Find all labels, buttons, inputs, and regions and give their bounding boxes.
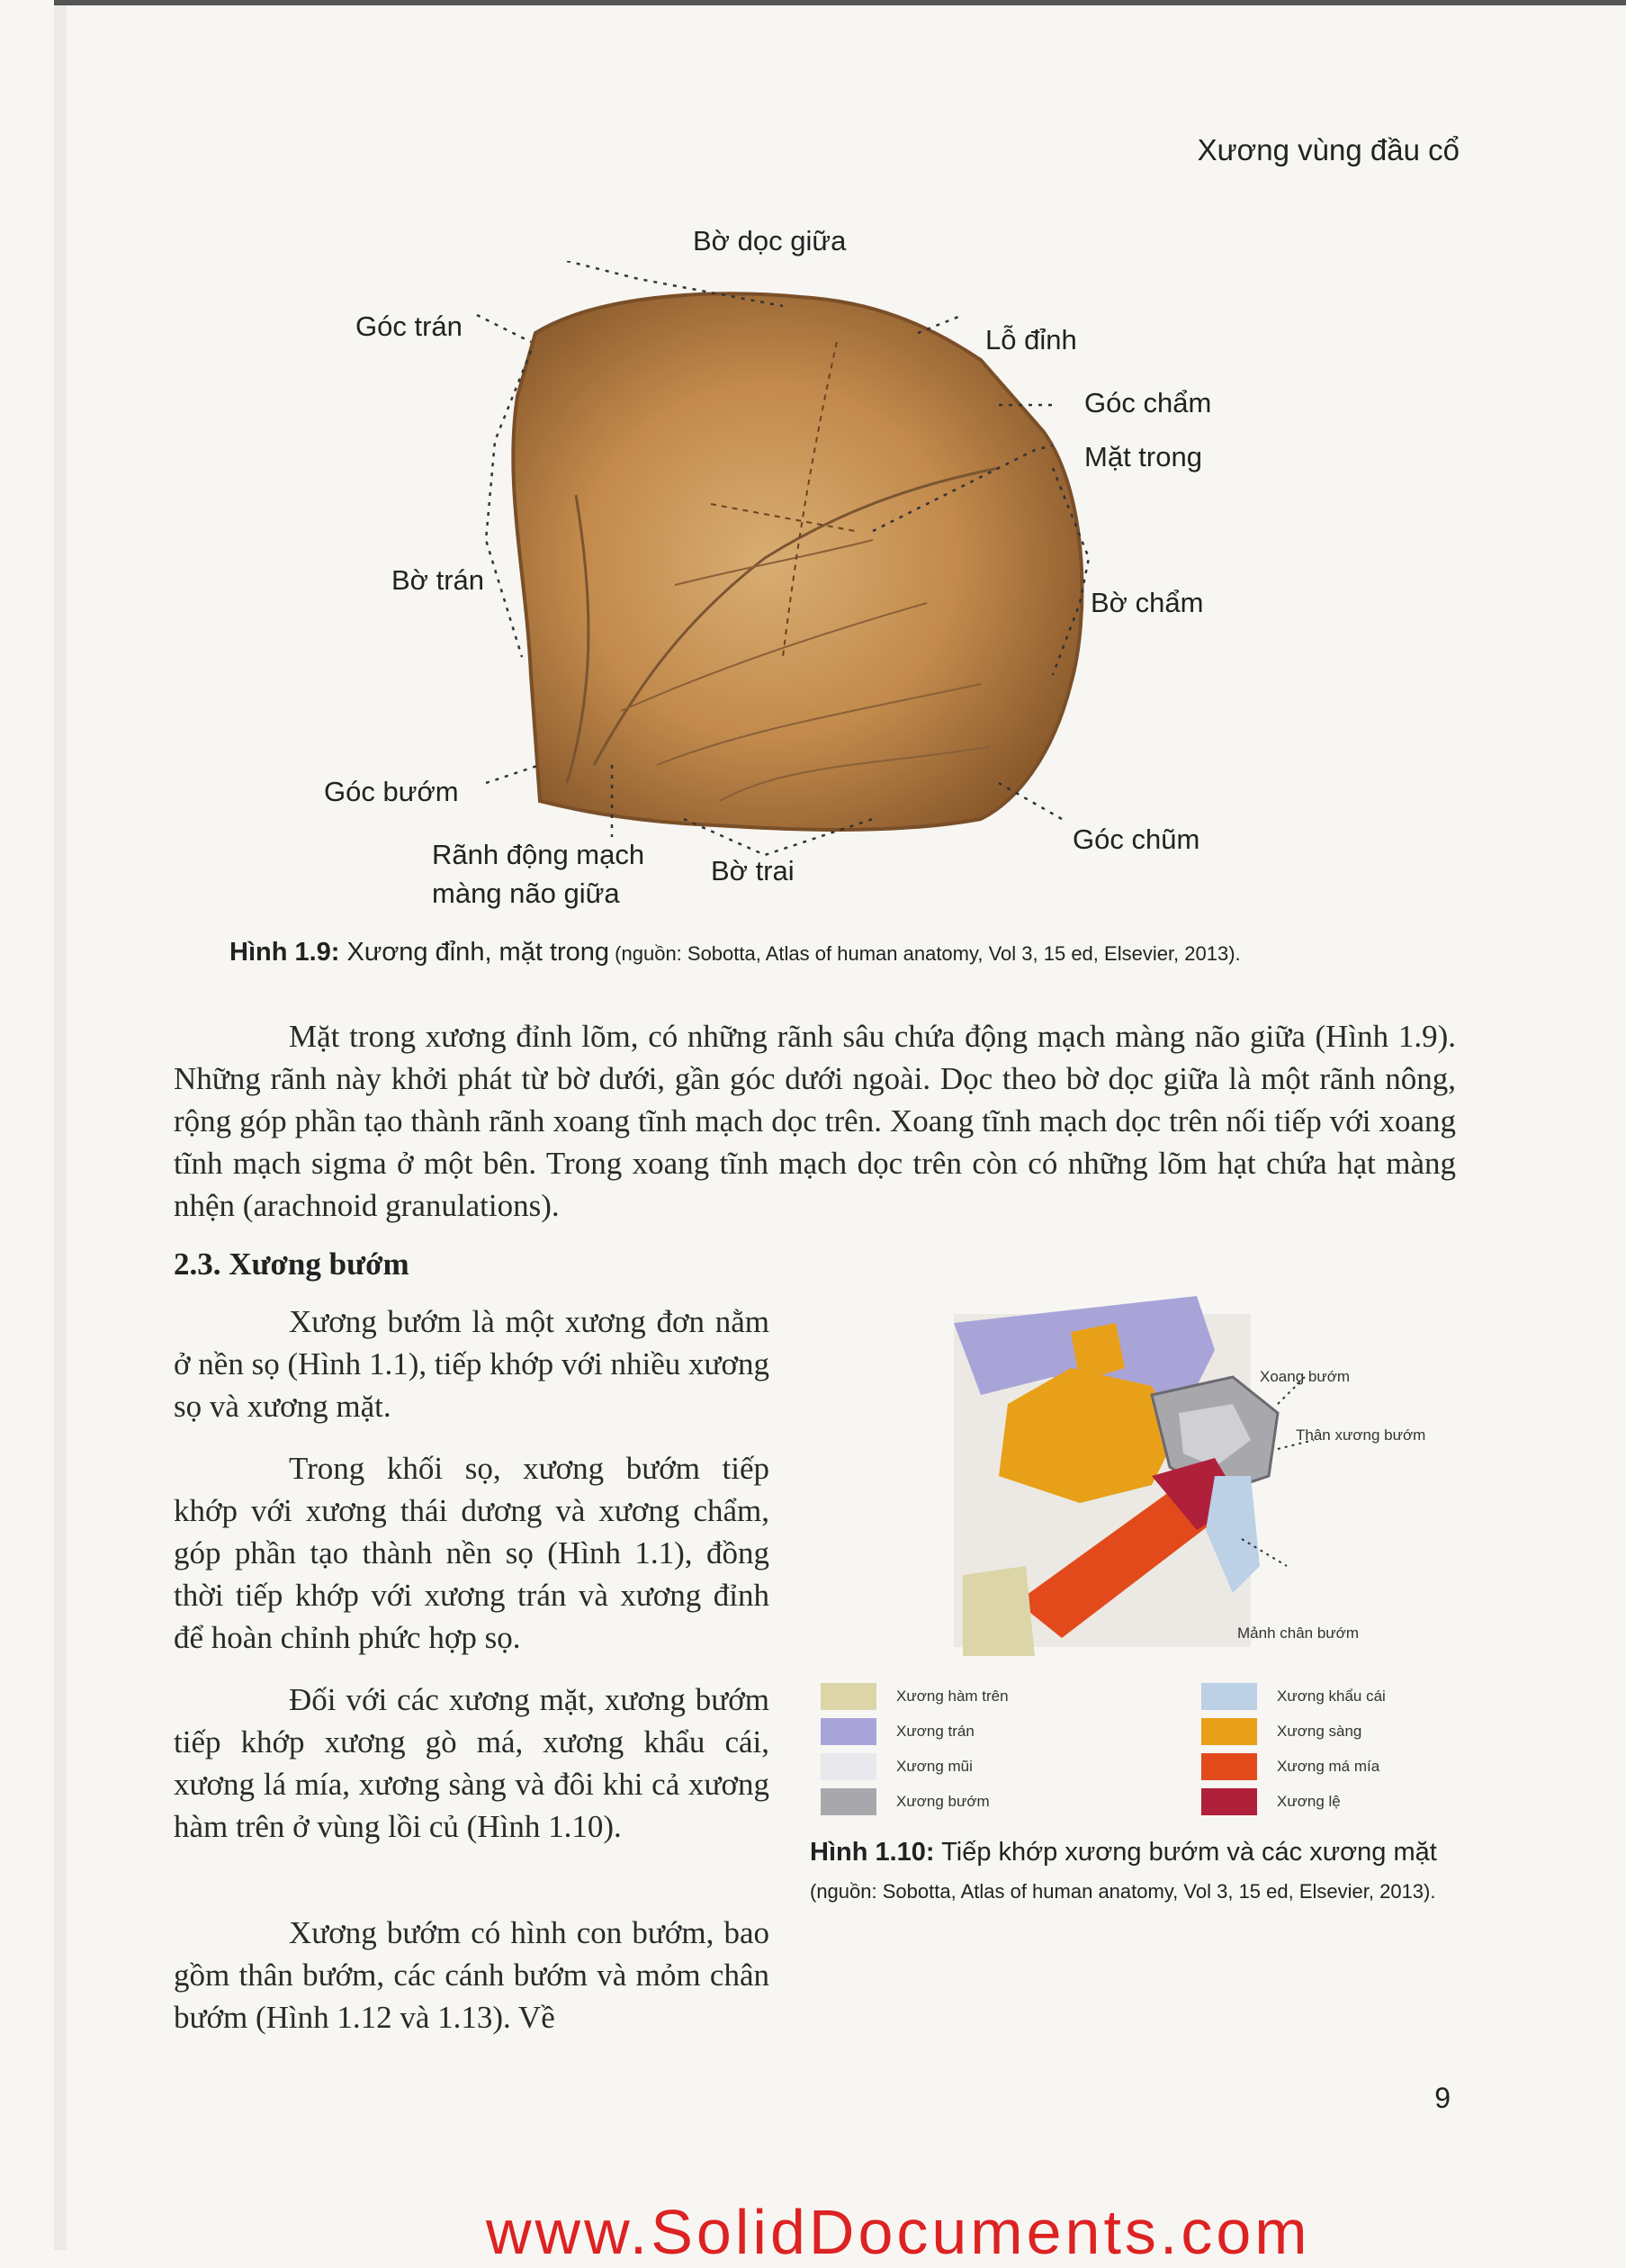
page-number: 9 <box>1434 2082 1451 2114</box>
legend-item <box>821 1718 975 1745</box>
legend-item <box>821 1753 973 1780</box>
label-bo-tran: Bờ trán <box>391 564 485 596</box>
legend-item <box>1201 1753 1379 1780</box>
scan-edge <box>54 0 67 2250</box>
caption-number: Hình 1.10: <box>810 1838 935 1867</box>
legend-label: Xương mũi <box>896 1758 973 1775</box>
legend-item <box>1201 1718 1361 1745</box>
caption-title: Tiếp khớp xương bướm và các xương mặt <box>934 1838 1437 1867</box>
caption-number: Hình 1.9: <box>229 938 340 967</box>
top-rule <box>54 0 1626 5</box>
label-bo-trai: Bờ trai <box>711 855 795 886</box>
label-goc-chum: Góc chũm <box>1073 824 1200 855</box>
label-mang-nao-giua: màng não giữa <box>432 878 620 909</box>
paragraph-1: Mặt trong xương đỉnh lõm, có những rãnh sâu chứa động mạch màng não giữa (Hình 1.9). Những rãnh này khởi phát từ bờ dưới, gần góc dưới ngoài. Dọc theo bờ dọc giữa là một rãnh nông, rộng góp phần tạo thành rãnh xoang tĩnh mạch dọc trên. Xoang tĩnh mạch dọc trên nối tiếp với xoang tĩnh mạch sigma ở một bên. Trong xoang tĩnh mạch dọc trên còn có những lõm hạt chứa hạt màng nhện (arachnoid granulations). <box>174 1019 1456 1223</box>
legend-swatch <box>1201 1788 1257 1815</box>
legend-swatch <box>821 1753 876 1780</box>
legend-swatch <box>1201 1683 1257 1710</box>
label-goc-tran: Góc trán <box>355 310 463 342</box>
parietal-bone-shape <box>513 293 1082 830</box>
sphenoid-figure <box>945 1296 1395 1665</box>
label-bo-cham: Bờ chẩm <box>1091 587 1204 618</box>
section-heading: 2.3. Xương bướm <box>174 1246 409 1282</box>
maxilla-region <box>963 1566 1035 1656</box>
figure-1-10-caption <box>810 1834 1458 1910</box>
legend-label: Xương trán <box>896 1723 975 1740</box>
label-mat-trong: Mặt trong <box>1084 441 1202 472</box>
label-manh-chan-buom: Mảnh chân bướm <box>1237 1624 1359 1642</box>
legend-item <box>1201 1683 1386 1710</box>
legend-swatch <box>1201 1753 1257 1780</box>
legend-swatch <box>1201 1718 1257 1745</box>
legend-swatch <box>821 1718 876 1745</box>
legend-label: Xương bướm <box>896 1793 990 1810</box>
label-than-xuong-buom: Thân xương bướm <box>1296 1426 1426 1444</box>
legend-label: Xương sàng <box>1277 1723 1362 1740</box>
caption-source: (nguồn: Sobotta, Atlas of human anatomy, Vol 3, 15 ed, Elsevier, 2013). <box>609 942 1241 965</box>
label-goc-buom: Góc bướm <box>324 776 459 807</box>
label-xoang-buom: Xoang bướm <box>1260 1368 1351 1385</box>
legend-swatch <box>821 1788 876 1815</box>
caption-title: Xương đỉnh, mặt trong <box>339 938 610 967</box>
paragraph-3: Trong khối sọ, xương bướm tiếp khớp với xương thái dương và xương chẩm, góp phần tạo thành nền sọ (Hình 1.1), đồng thời tiếp khớp với xương trán và xương đỉnh để hoàn chỉnh phức hợp sọ. <box>174 1451 769 1655</box>
legend-label: Xương lệ <box>1277 1793 1341 1810</box>
legend-item <box>1201 1788 1341 1815</box>
paragraph-2: Xương bướm là một xương đơn nằm ở nền sọ (Hình 1.1), tiếp khớp với nhiều xương sọ và xương mặt. <box>174 1304 769 1424</box>
label-lo-dinh: Lỗ đỉnh <box>985 324 1077 356</box>
caption-source: (nguồn: Sobotta, Atlas of human anatomy, Vol 3, 15 ed, Elsevier, 2013). <box>810 1880 1436 1903</box>
paragraph-5: Xương bướm có hình con bướm, bao gồm thân bướm, các cánh bướm và mỏm chân bướm (Hình 1.12 và 1.13). Về <box>174 1915 769 2035</box>
legend-swatch <box>821 1683 876 1710</box>
legend-item <box>821 1683 1009 1710</box>
figure-1-9-caption <box>229 938 1241 968</box>
legend-label: Xương hàm trên <box>896 1688 1009 1705</box>
legend-item <box>821 1788 990 1815</box>
legend-label: Xương má mía <box>1277 1758 1380 1775</box>
watermark: www.SolidDocuments.com <box>486 2197 1311 2267</box>
paragraph-4: Đối với các xương mặt, xương bướm tiếp khớp xương gò má, xương khẩu cái, xương lá mía, xương sàng và đôi khi cả xương hàm trên ở vùng lồi củ (Hình 1.10). <box>174 1682 769 1844</box>
label-bo-doc-giua: Bờ dọc giữa <box>693 225 847 256</box>
label-goc-cham: Góc chẩm <box>1084 387 1212 418</box>
running-header: Xương vùng đầu cổ <box>1197 133 1460 166</box>
label-ranh-dong-mach: Rãnh động mạch <box>432 839 645 870</box>
legend-label: Xương khẩu cái <box>1277 1688 1386 1705</box>
